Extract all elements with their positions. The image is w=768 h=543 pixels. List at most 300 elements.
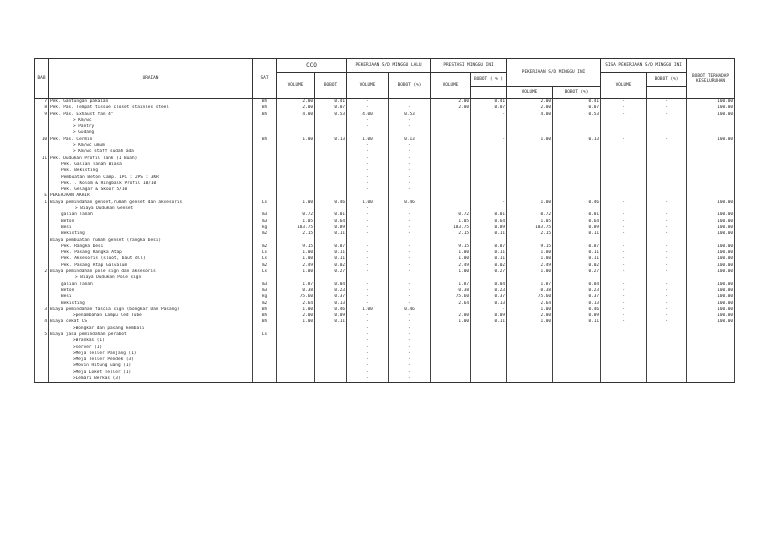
unit-cell: Ls [253, 200, 277, 206]
total-cell: 100.00 [687, 231, 735, 237]
unit-cell: Bh [253, 319, 277, 325]
description-cell: Pek. Rangka besi [49, 244, 253, 250]
header-cco-volume: VOLUME [277, 73, 315, 99]
ini-bobot-cell: 0.89 [471, 225, 507, 231]
sisa-volume-cell: - [601, 112, 647, 118]
total-cell: 100.00 [687, 319, 735, 325]
cco-bobot-cell: 0.41 [315, 99, 347, 106]
ini-bobot-cell: 0.87 [471, 244, 507, 250]
cco-volume-cell: 2.00 [277, 105, 315, 111]
lalu-volume-cell: - [347, 187, 389, 193]
cco-bobot-cell: 0.13 [315, 137, 347, 143]
lalu-volume-cell: - [347, 332, 389, 338]
description-cell: Biaya cekat CS [49, 319, 253, 325]
description-cell: galian Tanah [49, 212, 253, 218]
cco-bobot-cell [315, 376, 347, 383]
ini-bobot-cell: 0.04 [471, 282, 507, 288]
lalu-volume-cell: 1.00 [347, 137, 389, 143]
sisa-bobot-cell: - [647, 294, 687, 300]
description-cell: Beton [49, 219, 253, 225]
lalu-bobot-cell: - [389, 294, 431, 300]
header-ini: PRESTASI MINGGU INI [431, 59, 507, 73]
total-cell: 100.00 [687, 105, 735, 111]
lalu-volume-cell: - [347, 269, 389, 275]
cco-volume-cell: 2.49 [277, 263, 315, 269]
sisa-bobot-cell: - [647, 307, 687, 313]
lalu-volume-cell: - [347, 326, 389, 332]
ini-volume-cell [431, 376, 471, 383]
lalu-bobot-cell: - [389, 143, 431, 149]
description-cell: >Meja Teller Pendek (3) [49, 357, 253, 363]
unit-cell: m2 [253, 301, 277, 307]
sd-bobot-cell: 0.09 [553, 313, 601, 319]
total-cell: 100.00 [687, 282, 735, 288]
cco-volume-cell: 2.64 [277, 301, 315, 307]
sd-bobot-cell: 0.27 [553, 269, 601, 275]
sisa-bobot-cell: - [647, 105, 687, 111]
cco-bobot-cell: 0.11 [315, 319, 347, 325]
sisa-bobot-cell: - [647, 313, 687, 319]
description-cell: Biaya pembuatan rumah genset (rangka besi) [49, 238, 253, 244]
cco-bobot-cell: 0.64 [315, 219, 347, 225]
description-cell: >Brankas (1) [49, 338, 253, 344]
lalu-volume-cell: - [347, 301, 389, 307]
ini-bobot-cell: 0.11 [471, 250, 507, 256]
sd-volume-cell: 0.38 [507, 288, 553, 294]
lalu-bobot-cell: - [389, 212, 431, 218]
ini-volume-cell: 2.15 [431, 231, 471, 237]
header-lalu-volume: VOLUME [347, 73, 389, 99]
cco-volume-cell: 1.00 [277, 307, 315, 313]
lalu-volume-cell: - [347, 345, 389, 351]
lalu-bobot-cell: - [389, 187, 431, 193]
cco-bobot-cell: 0.46 [315, 200, 347, 206]
lalu-volume-cell: - [347, 351, 389, 357]
lalu-volume-cell: - [347, 143, 389, 149]
sd-volume-cell: 1.00 [507, 319, 553, 325]
total-cell: 100.00 [687, 269, 735, 275]
description-cell: Biaya pemindahan pole sign dan aksesoris [49, 269, 253, 275]
bab-cell: 2 [35, 269, 49, 275]
cco-volume-cell: 0.72 [277, 212, 315, 218]
unit-cell: kg [253, 225, 277, 231]
sd-volume-cell: 1.00 [507, 200, 553, 206]
description-cell: >Movin Hitung uang (1) [49, 363, 253, 369]
sd-volume-cell: 1.00 [507, 256, 553, 262]
lalu-volume-cell: - [347, 175, 389, 181]
unit-cell: kg [253, 294, 277, 300]
sisa-volume-cell [601, 376, 647, 383]
description-cell: > Km/wc staff sudah ada [49, 149, 253, 155]
cco-bobot-cell: 0.07 [315, 105, 347, 111]
ini-volume-cell: 2.00 [431, 105, 471, 111]
description-cell: Pek. Galian Tanah Biasa [49, 162, 253, 168]
unit-cell: m2 [253, 263, 277, 269]
lalu-volume-cell: 1.00 [347, 200, 389, 206]
ini-bobot-cell: 0.37 [471, 294, 507, 300]
description-cell: > Km/wc umum [49, 143, 253, 149]
cco-volume-cell [277, 376, 315, 383]
cco-volume-cell: 1.00 [277, 200, 315, 206]
description-cell: Bekisting [49, 301, 253, 307]
total-cell: 100.00 [687, 225, 735, 231]
sd-volume-cell: 2.15 [507, 231, 553, 237]
description-cell: >Meja Loket Teller (1) [49, 370, 253, 376]
sisa-volume-cell: - [601, 313, 647, 319]
lalu-bobot-cell: - [389, 231, 431, 237]
sisa-bobot-cell [647, 376, 687, 383]
cco-bobot-cell: 0.23 [315, 288, 347, 294]
lalu-volume-cell: - [347, 212, 389, 218]
lalu-bobot-cell: 0.13 [389, 137, 431, 143]
sd-volume-cell: 75.60 [507, 294, 553, 300]
lalu-volume-cell: - [347, 338, 389, 344]
sisa-bobot-cell: - [647, 256, 687, 262]
sisa-bobot-cell: - [647, 231, 687, 237]
sisa-bobot-cell: - [647, 212, 687, 218]
ini-bobot-cell: 0.64 [471, 219, 507, 225]
lalu-bobot-cell: - [389, 338, 431, 344]
total-cell: 100.00 [687, 256, 735, 262]
lalu-bobot-cell: - [389, 351, 431, 357]
cco-bobot-cell: 0.27 [315, 269, 347, 275]
description-cell: PEKERJAAN AKHIR [49, 193, 253, 199]
ini-volume-cell: 1.00 [431, 269, 471, 275]
bab-cell: 8 [35, 105, 49, 111]
bab-cell: 5 [35, 332, 49, 338]
ini-volume-cell: 1.00 [431, 250, 471, 256]
cco-volume-cell: 1.00 [277, 319, 315, 325]
header-sisa: SISA PEKERJAAN S/D MINGGU INI [601, 59, 687, 73]
sd-bobot-cell: 0.41 [553, 99, 601, 106]
description-cell: Pek. Bekisting [49, 168, 253, 174]
bab-cell [35, 376, 49, 383]
lalu-bobot-cell: - [389, 175, 431, 181]
sd-volume-cell: 2.00 [507, 313, 553, 319]
description-cell: Besi [49, 225, 253, 231]
sd-bobot-cell: 0.23 [553, 288, 601, 294]
lalu-bobot-cell: - [389, 162, 431, 168]
sd-bobot-cell: 0.13 [553, 137, 601, 143]
header-uraian: URAIAN [49, 59, 253, 99]
table-row [35, 376, 735, 383]
sisa-volume-cell: - [601, 231, 647, 237]
description-cell: Pek. Pas. Cermin [49, 137, 253, 143]
lalu-bobot-cell: - [389, 250, 431, 256]
cco-bobot-cell: 0.11 [315, 231, 347, 237]
ini-bobot-cell: 0.07 [471, 105, 507, 111]
ini-volume-cell: 1.87 [431, 282, 471, 288]
cco-volume-cell: 2.00 [277, 313, 315, 319]
header-sisa-bobot: BOBOT (%) [647, 73, 687, 87]
sd-volume-cell: 2.00 [507, 105, 553, 111]
ini-volume-cell: 1.05 [431, 219, 471, 225]
lalu-bobot-cell: - [389, 357, 431, 363]
cco-bobot-cell: 0.11 [315, 256, 347, 262]
sd-bobot-cell: 0.07 [553, 105, 601, 111]
ini-bobot-cell: 0.11 [471, 319, 507, 325]
total-cell: 100.00 [687, 301, 735, 307]
description-cell: Biaya pemindahan genset,rumah genset dan aksesoris [49, 200, 253, 206]
description-cell: Pek. Dudukan Profil Tank (1 Buah) [49, 156, 253, 162]
description-cell: > Biaya Dudukan Genset [49, 206, 253, 212]
cco-volume-cell: 1.87 [277, 282, 315, 288]
sd-bobot-cell: 0.02 [553, 263, 601, 269]
cco-volume-cell: 0.38 [277, 288, 315, 294]
lalu-volume-cell: - [347, 244, 389, 250]
sisa-volume-cell: - [601, 200, 647, 206]
sisa-volume-cell: - [601, 212, 647, 218]
sisa-volume-cell: - [601, 282, 647, 288]
unit-cell: Bh [253, 313, 277, 319]
unit-cell: m2 [253, 231, 277, 237]
cco-volume-cell: 2.15 [277, 231, 315, 237]
sd-bobot-cell: 0.53 [553, 112, 601, 118]
header-lalu: PEKERJAAN S/D MINGGU LALU [347, 59, 431, 73]
sd-bobot-cell [553, 376, 601, 383]
sisa-volume-cell: - [601, 256, 647, 262]
sisa-bobot-cell: - [647, 200, 687, 206]
unit-cell: m3 [253, 288, 277, 294]
lalu-bobot-cell: - [389, 363, 431, 369]
description-cell: Pek. Gelagar & Skoor 5/10 [49, 187, 253, 193]
sisa-bobot-cell: - [647, 288, 687, 294]
sisa-bobot-cell: - [647, 263, 687, 269]
total-cell: 100.00 [687, 200, 735, 206]
description-cell: Biaya jasa pemindahan perabot [49, 332, 253, 338]
sd-volume-cell: 4.00 [507, 112, 553, 118]
unit-cell: Bh [253, 112, 277, 118]
cco-volume-cell: 2.00 [277, 99, 315, 106]
bab-cell: 7 [35, 99, 49, 106]
total-cell: 100.00 [687, 99, 735, 106]
lalu-volume-cell: - [347, 219, 389, 225]
ini-volume-cell: 183.75 [431, 225, 471, 231]
total-cell: 100.00 [687, 313, 735, 319]
sd-bobot-cell: 0.37 [553, 294, 601, 300]
sd-volume-cell: 0.72 [507, 212, 553, 218]
description-cell: >Meja Teller Panjang (1) [49, 351, 253, 357]
cco-volume-cell: 183.75 [277, 225, 315, 231]
unit-cell: Ls [253, 269, 277, 275]
lalu-volume-cell: 4.00 [347, 112, 389, 118]
lalu-bobot-cell: - [389, 118, 431, 124]
description-cell: >Bongkar dan pasang kembali [49, 326, 253, 332]
ini-bobot-cell: 0.23 [471, 288, 507, 294]
header-ini-volume: VOLUME [431, 73, 471, 99]
ini-volume-cell: 2.49 [431, 263, 471, 269]
unit-cell [253, 376, 277, 383]
sisa-volume-cell: - [601, 263, 647, 269]
ini-volume-cell: 9.15 [431, 244, 471, 250]
progress-report-table [34, 58, 735, 383]
lalu-volume-cell: - [347, 162, 389, 168]
lalu-bobot-cell: - [389, 149, 431, 155]
cco-volume-cell: 9.15 [277, 244, 315, 250]
description-cell: Pembuatan Beton Camp. 1PC : 2PS : 3KR [49, 175, 253, 181]
bab-cell: 9 [35, 112, 49, 118]
header-ini-bobot-cont [471, 87, 507, 99]
ini-volume-cell: 75.60 [431, 294, 471, 300]
description-cell: > Biaya Dudukan Pole sign [49, 275, 253, 281]
cco-volume-cell: 1.00 [277, 256, 315, 262]
ini-bobot-cell: 0.11 [471, 256, 507, 262]
unit-cell: m3 [253, 212, 277, 218]
bab-cell: 4 [35, 319, 49, 325]
sisa-bobot-cell: - [647, 250, 687, 256]
lalu-volume-cell: - [347, 256, 389, 262]
total-cell [687, 376, 735, 383]
ini-volume-cell: 0.38 [431, 288, 471, 294]
ini-bobot-cell: - [471, 137, 507, 143]
lalu-bobot-cell: - [389, 301, 431, 307]
unit-cell: m3 [253, 219, 277, 225]
lalu-bobot-cell: - [389, 168, 431, 174]
sisa-bobot-cell: - [647, 319, 687, 325]
lalu-volume-cell: - [347, 313, 389, 319]
header-lalu-bobot: BOBOT (%) [389, 73, 431, 99]
bab-cell: E [35, 193, 49, 199]
ini-volume-cell: 0.72 [431, 212, 471, 218]
lalu-volume-cell: - [347, 99, 389, 106]
cco-bobot-cell: 0.37 [315, 294, 347, 300]
total-cell: 100.00 [687, 288, 735, 294]
sd-bobot-cell: 0.46 [553, 307, 601, 313]
total-cell: 100.00 [687, 263, 735, 269]
description-cell: Besi [49, 294, 253, 300]
description-cell: > Km/wc [49, 118, 253, 124]
description-cell: > Gudang [49, 130, 253, 136]
lalu-volume-cell: - [347, 363, 389, 369]
total-cell: 100.00 [687, 112, 735, 118]
description-cell: Pek. Aksesoris (sloot, baut dll) [49, 256, 253, 262]
ini-bobot-cell [471, 376, 507, 383]
lalu-bobot-cell: - [389, 319, 431, 325]
sd-volume-cell: 1.00 [507, 307, 553, 313]
sd-volume-cell: 2.49 [507, 263, 553, 269]
unit-cell: m3 [253, 282, 277, 288]
lalu-volume-cell: - [347, 370, 389, 376]
lalu-bobot-cell: - [389, 256, 431, 262]
sd-bobot-cell: 0.11 [553, 231, 601, 237]
sisa-volume-cell: - [601, 137, 647, 143]
total-cell: 100.00 [687, 307, 735, 313]
description-cell: >penambahan Lampu led Tube [49, 313, 253, 319]
sisa-bobot-cell: - [647, 225, 687, 231]
sd-bobot-cell: 0.11 [553, 250, 601, 256]
unit-cell: m2 [253, 244, 277, 250]
lalu-volume-cell: - [347, 294, 389, 300]
sd-volume-cell: 183.75 [507, 225, 553, 231]
unit-cell: Bh [253, 307, 277, 313]
lalu-bobot-cell: - [389, 244, 431, 250]
lalu-bobot-cell: - [389, 269, 431, 275]
sd-volume-cell: 2.64 [507, 301, 553, 307]
ini-bobot-cell: 0.41 [471, 99, 507, 106]
sisa-bobot-cell: - [647, 269, 687, 275]
cco-bobot-cell: 0.01 [315, 212, 347, 218]
sd-bobot-cell: 0.46 [553, 200, 601, 206]
cco-volume-cell: 1.00 [277, 137, 315, 143]
ini-volume-cell: 1.00 [431, 256, 471, 262]
lalu-bobot-cell: - [389, 345, 431, 351]
sd-volume-cell: 1.87 [507, 282, 553, 288]
sd-volume-cell: 1.00 [507, 269, 553, 275]
lalu-bobot-cell: - [389, 288, 431, 294]
sisa-volume-cell: - [601, 319, 647, 325]
lalu-bobot-cell [389, 99, 431, 106]
sd-bobot-cell: 0.87 [553, 244, 601, 250]
sd-volume-cell: 1.00 [507, 250, 553, 256]
sd-bobot-cell: 0.89 [553, 225, 601, 231]
lalu-volume-cell: - [347, 149, 389, 155]
sd-bobot-cell: 0.04 [553, 282, 601, 288]
ini-bobot-cell: 0.01 [471, 212, 507, 218]
lalu-bobot-cell: - [389, 282, 431, 288]
sisa-bobot-cell: - [647, 282, 687, 288]
lalu-volume-cell: - [347, 376, 389, 383]
header-ini-bobot: BOBOT ( % ) [471, 73, 507, 87]
header-sd-ini-bobot: BOBOT (%) [553, 87, 601, 99]
table-header [35, 59, 735, 99]
sisa-bobot-cell: - [647, 301, 687, 307]
unit-cell: Ls [253, 250, 277, 256]
lalu-bobot-cell: - [389, 313, 431, 319]
lalu-bobot-cell: - [389, 326, 431, 332]
total-cell: 100.00 [687, 244, 735, 250]
header-sd-ini-volume: VOLUME [507, 87, 553, 99]
sisa-volume-cell: - [601, 99, 647, 106]
cco-bobot-cell: 0.87 [315, 244, 347, 250]
unit-cell: Bh [253, 99, 277, 106]
total-cell: 100.00 [687, 294, 735, 300]
lalu-bobot-cell: - [389, 225, 431, 231]
ini-volume-cell: 2.64 [431, 301, 471, 307]
ini-bobot-cell: 0.09 [471, 313, 507, 319]
description-cell: galian Tanah [49, 282, 253, 288]
bab-cell: 1 [35, 200, 49, 206]
lalu-volume-cell: - [347, 282, 389, 288]
description-cell: Bekisting [49, 231, 253, 237]
table-body [35, 99, 735, 383]
bab-cell: 11 [35, 156, 49, 162]
sisa-volume-cell: - [601, 105, 647, 111]
sisa-volume-cell: - [601, 288, 647, 294]
lalu-volume-cell: - [347, 156, 389, 162]
description-cell: Pek. Pas. Tempat tissue closet stainles steel [49, 105, 253, 111]
lalu-volume-cell: - [347, 319, 389, 325]
lalu-bobot-cell: - [389, 156, 431, 162]
lalu-volume-cell: - [347, 168, 389, 174]
cco-bobot-cell: 0.89 [315, 225, 347, 231]
sisa-volume-cell: - [601, 219, 647, 225]
description-cell: > Pantry [49, 124, 253, 130]
cco-bobot-cell: 0.02 [315, 263, 347, 269]
sisa-volume-cell: - [601, 269, 647, 275]
total-cell: 100.00 [687, 137, 735, 143]
lalu-bobot-cell: - [389, 219, 431, 225]
description-cell: Biaya pemindahan fascia sign (bongkar Dan Pasang) [49, 307, 253, 313]
unit-cell: Bh [253, 137, 277, 143]
ini-bobot-cell: 0.13 [471, 301, 507, 307]
table-row [35, 99, 735, 106]
ini-volume-cell: 1.00 [431, 319, 471, 325]
sd-bobot-cell: 0.01 [553, 212, 601, 218]
sisa-volume-cell: - [601, 307, 647, 313]
lalu-volume-cell: - [347, 357, 389, 363]
description-cell: >Lemari Berkas (3) [49, 376, 253, 383]
ini-volume-cell: 2.00 [431, 99, 471, 106]
